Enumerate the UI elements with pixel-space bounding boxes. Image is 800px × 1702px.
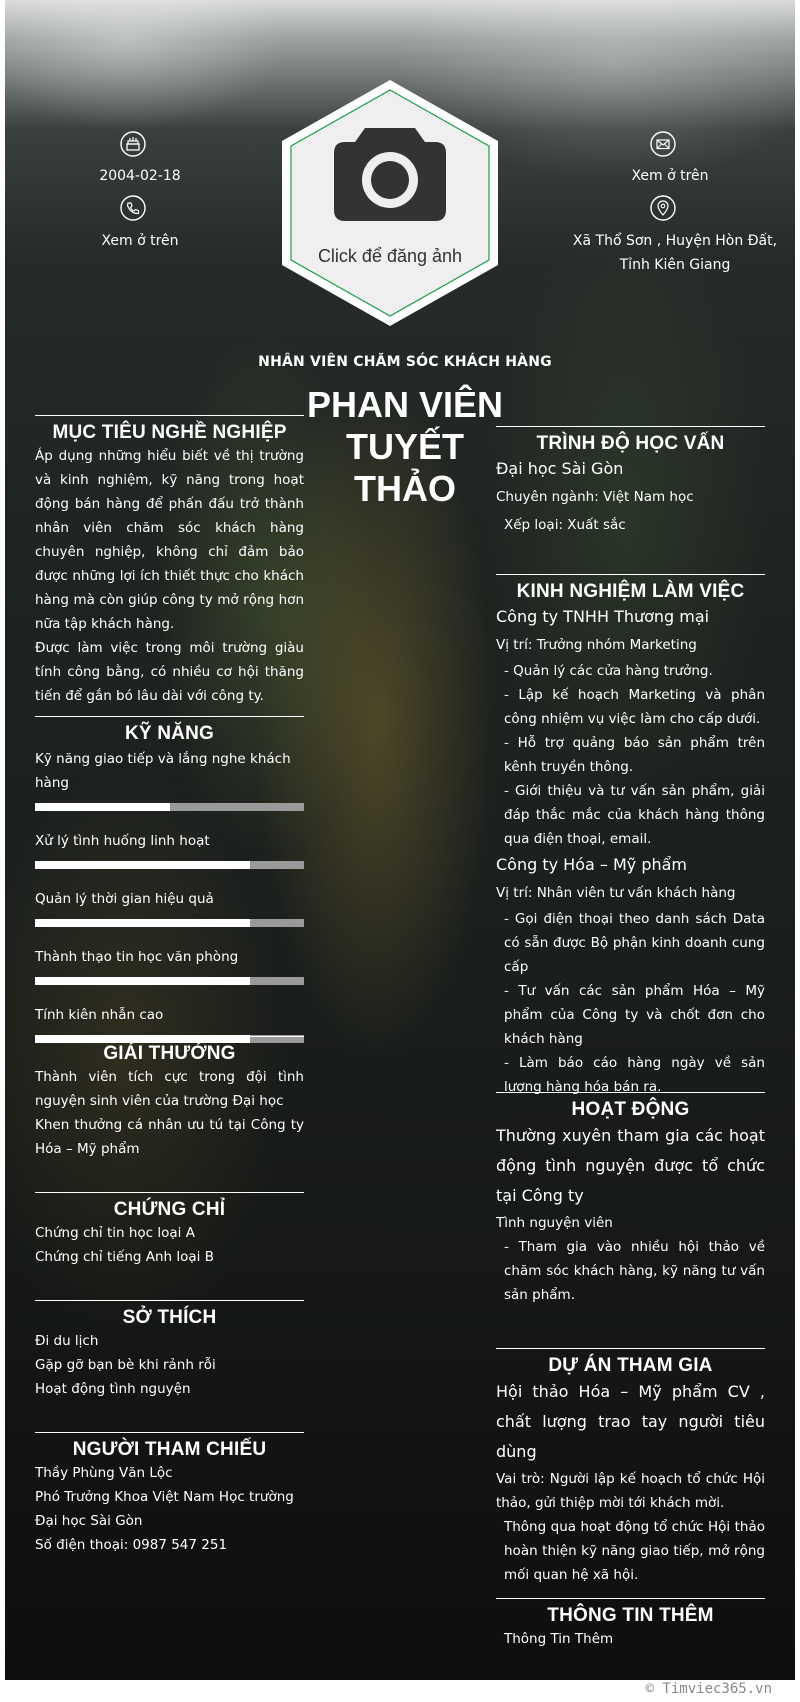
cv-page [5,0,795,1680]
hobbies-section [35,1300,304,1401]
skills-list [35,747,304,1043]
email-text: Xem ở trên [631,168,709,184]
project-name: Hội thảo Hóa – Mỹ phẩm CV , chất lượng trao tay người tiêu dùng [496,1382,765,1461]
position-text: Vị trí: Nhân viên tư vấn khách hàng [496,885,736,901]
phone-icon [120,195,146,221]
award-item: Thành viên tích cực trong đội tình nguyện sinh viên của trường Đại học [35,1069,304,1109]
major-text: Chuyên ngành: Việt Nam học [496,489,694,505]
experience-section [496,574,765,1099]
task-item: - Quản lý các cửa hàng trưởng. [504,663,713,679]
section-title: CHỨNG CHỈ [113,1199,226,1220]
skill-item [35,945,304,985]
skill-level-fill [35,861,250,869]
birthday-cake-icon [120,131,146,157]
skill-level-bar [35,803,304,811]
skill-label: Tính kiên nhẫn cao [35,1007,164,1023]
phone-text: Xem ở trên [101,233,179,249]
extra-info-section [496,1598,765,1651]
upload-photo-label[interactable]: Click để đăng ảnh [317,246,463,266]
skill-label: Xử lý tình huống linh hoạt [35,833,210,849]
activity-description: - Tham gia vào nhiều hội thảo về chăm sóc khách hàng, kỹ năng tư vấn sản phẩm. [504,1239,765,1303]
task-item: - Gọi điện thoại theo danh sách Data có sẵn được Bộ phận kinh doanh cung cấp [504,911,765,975]
candidate-name: PHAN VIÊN TUYẾT THẢO [306,384,504,509]
location-pin-icon [650,195,676,221]
reference-item: Số điện thoại: 0987 547 251 [35,1537,228,1553]
skill-level-fill [35,803,170,811]
skill-level-fill [35,919,250,927]
skill-item [35,887,304,927]
task-item: - Giới thiệu và tư vấn sản phẩm, giải đáp thắc mắc của khách hàng thông qua điện thoại, email. [504,783,765,847]
career-goal-text: Áp dụng những hiểu biết về thị trường và kinh nghiệm, kỹ năng trong hoạt động bán hàng để phấn đấu trở thành nhân viên chăm sóc khách hàng chuyên nghiệp, không chỉ đảm bảo được những lợi ích thiết thực cho khách hàng mà còn giúp công ty mở rộng hơn nữa tập khách hàng. [35,448,304,632]
section-title: TRÌNH ĐỘ HỌC VẤN [536,433,725,454]
dob-text: 2004-02-18 [99,168,181,184]
project-role: Vai trò: Người lập kế hoạch tổ chức Hội thảo, gửi thiệp mời tới khách mời. [496,1471,765,1511]
job-title: NHÂN VIÊN CHĂM SÓC KHÁCH HÀNG [258,354,552,370]
activities-section [496,1092,765,1307]
certificate-item: Chứng chỉ tiếng Anh loại B [35,1249,214,1265]
section-title: HOẠT ĐỘNG [571,1099,690,1120]
skill-level-fill [35,977,250,985]
section-title: THÔNG TIN THÊM [547,1605,714,1626]
section-title: KINH NGHIỆM LÀM VIỆC [516,581,745,602]
section-title: KỸ NĂNG [124,723,214,744]
activity-organization: Thường xuyên tham gia các hoạt động tình nguyện được tổ chức tại Công ty [496,1126,765,1205]
task-item: - Lập kế hoạch Marketing và phân công nhiệm vụ việc làm cho cấp dưới. [504,687,765,727]
activity-role: Tình nguyện viên [496,1215,613,1231]
reference-item: Phó Trưởng Khoa Việt Nam Học trường Đại học Sài Gòn [35,1489,294,1529]
section-title: GIẢI THƯỞNG [103,1043,236,1064]
extra-info-text: Thông Tin Thêm [504,1631,614,1647]
company-name: Công ty Hóa – Mỹ phẩm [496,855,688,874]
section-title: DỰ ÁN THAM GIA [548,1355,713,1376]
watermark-text: © Timviec365.vn [645,1681,772,1697]
career-goal-text: Được làm việc trong môi trường giàu tính công bằng, có nhiều cơ hội thăng tiến để gắn bó lâu dài với công ty. [35,640,304,704]
task-item: - Làm báo cáo hàng ngày về sản lượng hàng hóa bán ra. [504,1055,765,1095]
section-title: NGƯỜI THAM CHIẾU [72,1439,267,1460]
skill-label: Thành thạo tin học văn phòng [35,949,239,965]
section-title: SỞ THÍCH [122,1307,217,1328]
position-text: Vị trí: Trưởng nhóm Marketing [496,637,697,653]
avatar-upload[interactable] [280,78,500,328]
projects-section [496,1348,765,1587]
skill-label: Kỹ năng giao tiếp và lắng nghe khách hàng [35,751,291,791]
references-section [35,1432,304,1557]
task-item: - Tư vấn các sản phẩm Hóa – Mỹ phẩm của Công ty và chốt đơn cho khách hàng [504,983,765,1047]
skill-level-bar [35,861,304,869]
skill-item [35,747,304,811]
project-description: Thông qua hoạt động tổ chức Hội thảo hoàn thiện kỹ năng giao tiếp, mở rộng mối quan hệ xã hội. [504,1519,765,1583]
company-name: Công ty TNHH Thương mại [496,607,710,626]
skill-level-bar [35,977,304,985]
skill-label: Quản lý thời gian hiệu quả [35,891,214,907]
skill-level-bar [35,919,304,927]
awards-section [35,1036,304,1161]
reference-item: Thầy Phùng Văn Lộc [35,1465,173,1481]
school-name: Đại học Sài Gòn [496,459,624,478]
envelope-icon [650,131,676,157]
award-item: Khen thưởng cá nhân ưu tú tại Công ty Hóa – Mỹ phẩm [35,1117,304,1157]
hobby-item: Đi du lịch [35,1333,99,1349]
section-title: MỤC TIÊU NGHỀ NGHIỆP [52,422,287,443]
task-item: - Hỗ trợ quảng báo sản phẩm trên kênh truyền thông. [504,735,765,775]
grade-text: Xếp loại: Xuất sắc [504,517,626,533]
skill-item [35,829,304,869]
hobby-item: Hoạt động tình nguyện [35,1381,191,1397]
address-text: Xã Thổ Sơn , Huyện Hòn Đất, Tỉnh Kiên Giang [572,233,778,273]
skills-section [35,716,304,1061]
career-goal-section [35,415,304,708]
hobby-item: Gặp gỡ bạn bè khi rảnh rỗi [35,1357,216,1373]
education-section [496,426,765,539]
certificate-item: Chứng chỉ tin học loại A [35,1225,195,1241]
certificates-section [35,1192,304,1269]
